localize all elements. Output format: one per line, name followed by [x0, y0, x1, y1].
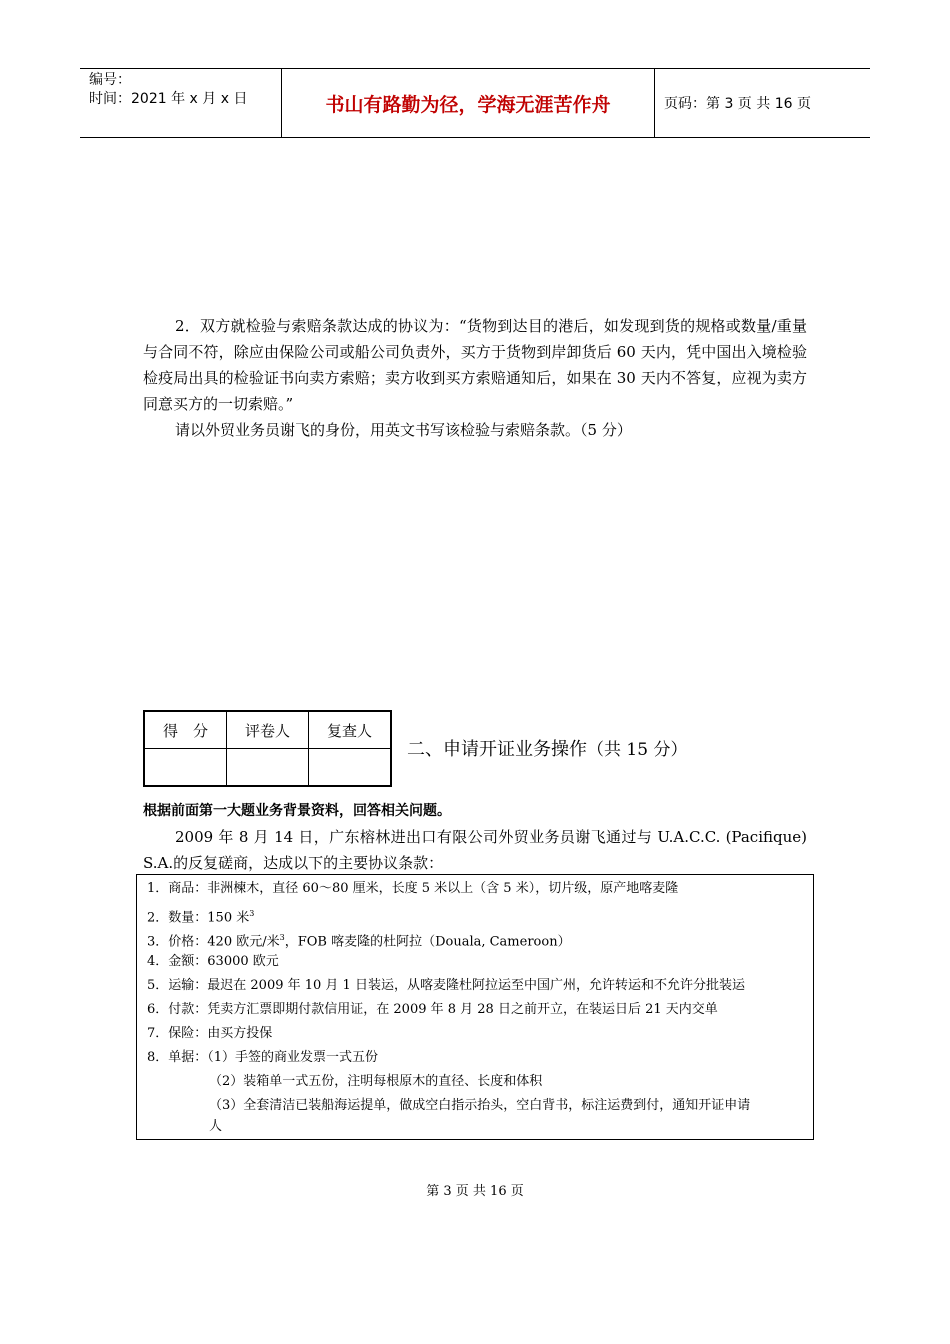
term-4: 4．金额：63000 欧元 — [147, 954, 279, 969]
term-5: 5．运输：最迟在 2009 年 10 月 1 日装运，从喀麦隆杜阿拉运至中国广州，允许转运和不允许分批装运 — [147, 978, 745, 993]
score-header: 得 分 — [144, 711, 227, 749]
page-footer: 第 3 页 共 16 页 — [426, 1184, 524, 1199]
header-divider — [654, 69, 655, 137]
intro-text: 2009 年 8 月 14 日，广东榕林进出口有限公司外贸业务员谢飞通过与 U.A.C.C. (Pacifique) S.A.的反复磋商，达成以下的主要协议条款： — [143, 828, 807, 872]
terms-box — [136, 874, 814, 1140]
score-table — [143, 710, 392, 787]
question-2 — [143, 313, 807, 443]
section-points: （共 15 分） — [587, 740, 688, 760]
term-8-2: （2）装箱单一式五份，注明每根原木的直径、长度和体积 — [209, 1074, 543, 1089]
grader-header: 评卷人 — [227, 711, 309, 749]
term-3-text: 3．价格：420 欧元/米 — [147, 934, 280, 950]
grader-cell — [227, 749, 309, 787]
term-3-sup: 3 — [279, 933, 285, 942]
question-2-task: 请以外贸业务员谢飞的身份，用英文书写该检验与索赔条款。（5 分） — [175, 421, 632, 439]
question-2-text: 2．双方就检验与索赔条款达成的协议为：“货物到达目的港后，如发现到货的规格或数量/重量与合同不符，除应由保险公司或船公司负责外，买方于货物到岸卸货后 60 天内，凭中国出入境检验检疫局出具的检验证书向卖方索赔；卖方收到买方索赔通知后，如果在 30 天内不答复，应视为卖方同意买方的一切索赔。” — [143, 317, 807, 413]
term-8: 8．单据：（1）手签的商业发票一式五份 — [147, 1050, 379, 1065]
section-title-text: 二、申请开证业务操作 — [407, 739, 587, 760]
reviewer-header: 复查人 — [309, 711, 392, 749]
term-2-sup: 3 — [249, 909, 255, 918]
intro-paragraph — [143, 824, 807, 876]
term-2-text: 2．数量：150 米 — [147, 910, 250, 926]
header-meta — [80, 69, 280, 139]
term-7: 7．保险：由买方投保 — [147, 1026, 273, 1041]
page-header — [80, 68, 870, 138]
term-6: 6．付款：凭卖方汇票即期付款信用证，在 2009 年 8 月 28 日之前开立，在装运日后 21 天内交单 — [147, 1002, 718, 1017]
term-3-text-2: ，FOB 喀麦隆的杜阿拉（Douala, Cameroon） — [284, 934, 571, 950]
score-cell — [144, 749, 227, 787]
date-label: 时间：2021 年 x 月 x 日 — [89, 91, 248, 107]
term-1: 1．商品：非洲楝木，直径 60～80 厘米，长度 5 米以上（含 5 米），切片级，原产地喀麦隆 — [147, 881, 679, 896]
term-8-3: （3）全套清洁已装船海运提单，做成空白指示抬头，空白背书，标注运费到付，通知开证申请 — [209, 1098, 751, 1113]
term-8-3-cont: 人 — [209, 1119, 223, 1134]
section-title — [407, 735, 687, 761]
serial-label: 编号： — [89, 72, 131, 88]
header-page-code: 页码：第 3 页 共 16 页 — [664, 96, 811, 112]
header-motto: 书山有路勤为径，学海无涯苦作舟 — [325, 93, 611, 116]
instruction: 根据前面第一大题业务背景资料，回答相关问题。 — [143, 803, 451, 819]
reviewer-cell — [309, 749, 392, 787]
